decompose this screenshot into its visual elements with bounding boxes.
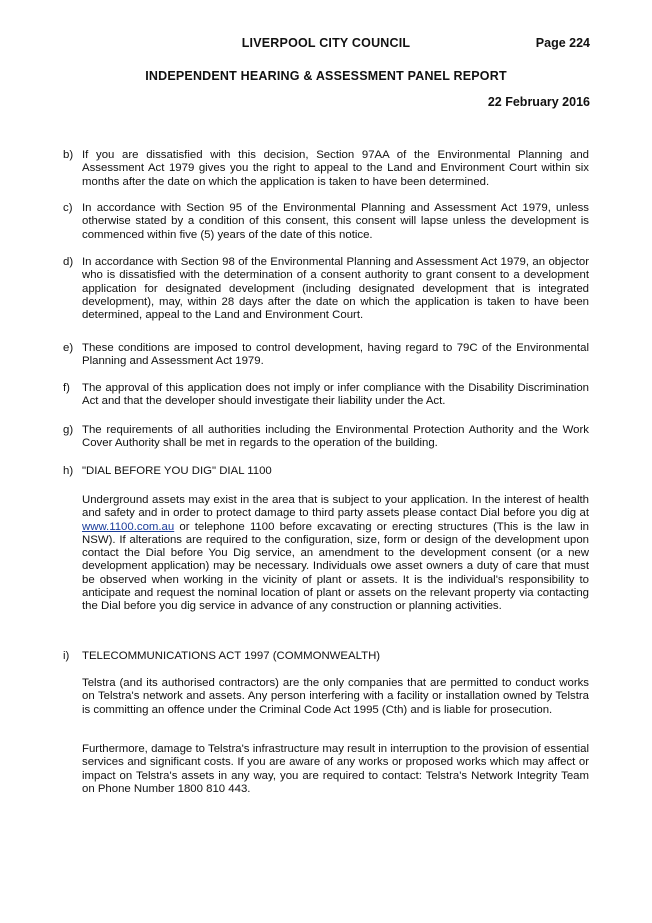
telstra-paragraph-1: Telstra (and its authorised contractors) are the only companies that are permitted to conduct works on Telstra's network and assets. Any person interfering with a facility or installation owned by Telstra is committing an offence under the Criminal Code Act 1995 (Cth) and is liable for prosecution. <box>82 677 589 716</box>
council-name: LIVERPOOL CITY COUNCIL <box>241 36 411 50</box>
condition-label: i) <box>63 650 70 662</box>
dial-before-you-dig-link[interactable]: www.1100.com.au <box>82 520 175 533</box>
condition-g <box>63 424 589 451</box>
condition-text: These conditions are imposed to control development, having regard to 79C of the Environmental Planning and Assessment Act 1979. <box>82 342 589 368</box>
dial-before-you-dig-paragraph <box>82 494 589 614</box>
condition-text: The requirements of all authorities including the Environmental Protection Authority and the Work Cover Authority shall be met in regards to the operation of the building. <box>82 424 589 450</box>
condition-heading: "DIAL BEFORE YOU DIG" DIAL 1100 <box>82 465 272 477</box>
condition-f <box>63 382 589 409</box>
condition-text: In accordance with Section 98 of the Environmental Planning and Assessment Act 1979, an objector who is dissatisfied with the determination of a consent authority to grant consent to a development application for designated development (including designated development that is integrated development), may, within 28 days after the date on which the application is taken to have been determined, appeal to the Land and Environment Court. <box>82 256 589 322</box>
condition-label: e) <box>63 342 74 354</box>
condition-label: h) <box>63 465 74 477</box>
condition-e <box>63 342 589 369</box>
report-title: INDEPENDENT HEARING & ASSESSMENT PANEL REPORT <box>145 69 507 83</box>
condition-text: The approval of this application does not imply or infer compliance with the Disability Discrimination Act and that the developer should investigate their liability under the Act. <box>82 382 589 408</box>
condition-text: If you are dissatisfied with this decision, Section 97AA of the Environmental Planning and Assessment Act 1979 gives you the right to appeal to the Land and Environment Court within six months after the date on which the application is taken to have been determined. <box>82 149 589 188</box>
condition-label: g) <box>63 424 74 436</box>
condition-i <box>63 650 589 663</box>
condition-heading: TELECOMMUNICATIONS ACT 1997 (COMMONWEALTH) <box>82 650 381 662</box>
condition-label: f) <box>63 382 70 394</box>
telstra-paragraph-2: Furthermore, damage to Telstra's infrastructure may result in interruption to the provision of essential services and significant costs. If you are aware of any works or proposed works which may affect or impact on Telstra's assets in any way, you are required to contact: Telstra's Network Integrity Team on Phone Number 1800 810 443. <box>82 743 589 795</box>
dial-text-end: or telephone 1100 before excavating or erecting structures (This is the law in NSW). If alterations are required to the configuration, size, form or design of the development upon contact the Dial before You Dig service, an amendment to the development consent (or a new development application) may be necessary. Individuals owe asset owners a duty of care that must be observed when working in the vicinity of plant or assets. It is the individual's responsibility to anticipate and request the nominal location of plant or assets on the relevant property via contacting the Dial before you dig service in advance of any construction or planning activities. <box>82 520 589 613</box>
condition-label: c) <box>63 202 73 214</box>
condition-b <box>63 149 589 189</box>
condition-d <box>63 256 589 322</box>
condition-label: d) <box>63 256 74 268</box>
condition-text: In accordance with Section 95 of the Environmental Planning and Assessment Act 1979, unless otherwise stated by a condition of this consent, this consent will lapse unless the development is commenced within five (5) years of the date of this notice. <box>82 202 589 241</box>
dial-text-start: Underground assets may exist in the area that is subject to your application. In the interest of health and safety and in order to protect damage to third party assets please contact Dial before you dig at <box>82 494 589 520</box>
page-number: Page 224 <box>535 36 590 50</box>
report-date: 22 February 2016 <box>487 95 590 109</box>
condition-c <box>63 202 589 242</box>
condition-h <box>63 465 589 478</box>
condition-label: b) <box>63 149 74 161</box>
